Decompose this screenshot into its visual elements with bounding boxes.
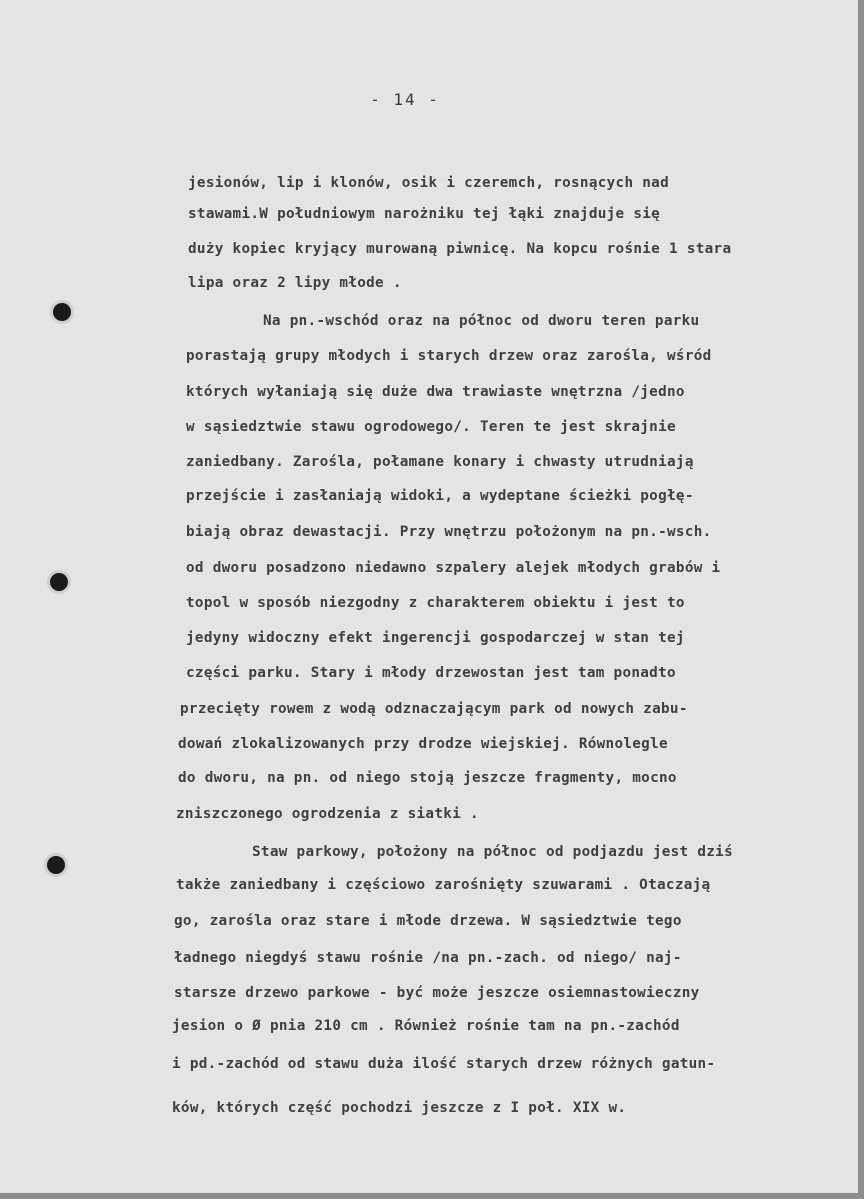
text-line: jedyny widoczny efekt ingerencji gospodarczej w stan tej (186, 630, 685, 646)
text-line: części parku. Stary i młody drzewostan jest tam ponadto (186, 665, 676, 681)
text-line: jesion o Ø pnia 210 cm . Również rośnie tam na pn.-zachód (172, 1018, 680, 1034)
text-line: ładnego niegdyś stawu rośnie /na pn.-zach. od niego/ naj- (174, 950, 682, 966)
text-line: i pd.-zachód od stawu duża ilość starych drzew różnych gatun- (172, 1056, 716, 1072)
text-line: w sąsiedztwie stawu ogrodowego/. Teren te jest skrajnie (186, 419, 676, 435)
text-line: zniszczonego ogrodzenia z siatki . (176, 806, 479, 822)
page-number: - 14 - (370, 90, 440, 109)
text-line: od dworu posadzono niedawno szpalery alejek młodych grabów i (186, 560, 721, 576)
text-line: dowań zlokalizowanych przy drodze wiejskiej. Równolegle (178, 736, 668, 752)
text-line: stawami.W południowym narożniku tej łąki znajduje się (188, 206, 661, 222)
text-line: przecięty rowem z wodą odznaczającym park od nowych zabu- (180, 701, 688, 717)
text-line: porastają grupy młodych i starych drzew oraz zarośla, wśród (186, 348, 712, 364)
text-line: ków, których część pochodzi jeszcze z I poł. XIX w. (172, 1100, 627, 1116)
text-line: także zaniedbany i częściowo zarośnięty szuwarami . Otaczają (176, 877, 711, 893)
text-line: biają obraz dewastacji. Przy wnętrzu położonym na pn.-wsch. (186, 524, 712, 540)
text-line: jesionów, lip i klonów, osik i czeremch, rosnących nad (188, 175, 670, 191)
text-line: zaniedbany. Zarośla, połamane konary i chwasty utrudniają (186, 454, 694, 470)
text-line: duży kopiec kryjący murowaną piwnicę. Na kopcu rośnie 1 stara (188, 241, 732, 257)
text-line: Staw parkowy, położony na północ od podjazdu jest dziś (252, 844, 734, 860)
text-line: topol w sposób niezgodny z charakterem obiektu i jest to (186, 595, 685, 611)
text-line: przejście i zasłaniają widoki, a wydeptane ścieżki pogłę- (186, 488, 694, 504)
text-line: lipa oraz 2 lipy młode . (188, 275, 402, 291)
text-line: do dworu, na pn. od niego stoją jeszcze fragmenty, mocno (178, 770, 677, 786)
text-line: których wyłaniają się duże dwa trawiaste wnętrzna /jedno (186, 384, 685, 400)
text-line: go, zarośla oraz stare i młode drzewa. W sąsiedztwie tego (174, 913, 682, 929)
text-line: Na pn.-wschód oraz na północ od dworu teren parku (263, 313, 700, 329)
text-line: starsze drzewo parkowe - być może jeszcze osiemnastowieczny (174, 985, 700, 1001)
